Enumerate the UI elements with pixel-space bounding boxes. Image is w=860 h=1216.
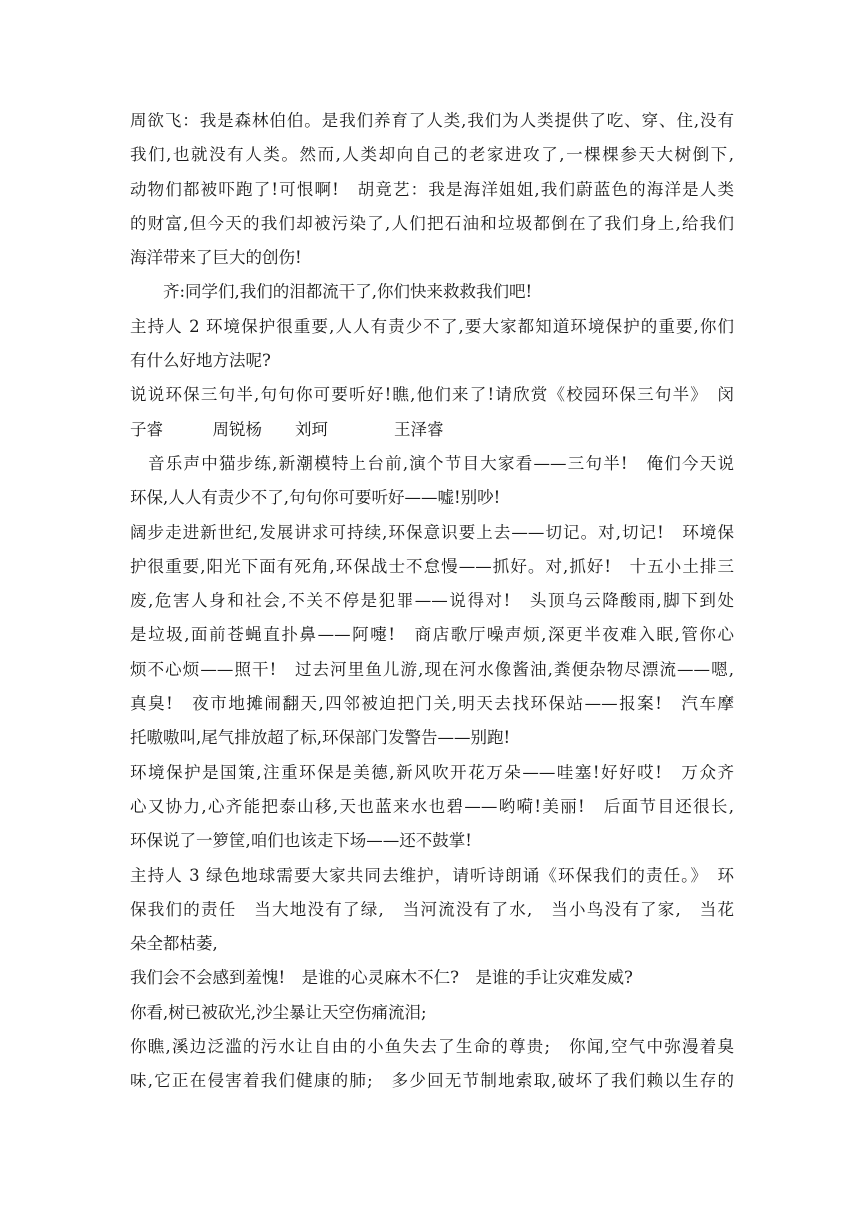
text-line: 朵全都枯萎, <box>130 934 218 954</box>
text-line: 是垃圾,面前苍蝇直扑鼻——阿嚏! 商店歌厅噪声烦,深更半夜难入眠,管你心 <box>130 625 734 645</box>
text-line: 环保,人人有责少不了,句句你可要听好——嘘!别吵! <box>130 488 501 508</box>
text-line: 我们会不会感到羞愧! 是谁的心灵麻木不仁? 是谁的手让灾难发威? <box>130 968 633 988</box>
text-line: 烦不心烦——照干! 过去河里鱼儿游,现在河水像酱油,粪便杂物尽漂流——嗯, <box>130 659 734 679</box>
text-line: 真臭! 夜市地摊闹翻天,四邻被迫把门关,明天去找环保站——报案! 汽车摩 <box>130 694 734 714</box>
document-page <box>130 104 734 1099</box>
text-line: 环保说了一箩筐,咱们也该走下场——还不鼓掌! <box>130 831 472 851</box>
text-line: 废,危害人身和社会,不关不停是犯罪——说得对! 头顶乌云降酸雨,脚下到处 <box>130 591 734 611</box>
text-line: 我们,也就没有人类。然而,人类却向自己的老家进攻了,一棵棵参天大树倒下, <box>130 145 734 165</box>
text-line: 你瞧,溪边泛滥的污水让自由的小鱼失去了生命的尊贵; 你闻,空气中弥漫着臭 <box>130 1037 734 1057</box>
text-line: 齐:同学们,我们的泪都流干了,你们快来救救我们吧! <box>163 282 533 302</box>
text-line: 周欲飞：我是森林伯伯。是我们养育了人类,我们为人类提供了吃、穿、住,没有 <box>130 111 734 130</box>
text-line: 有什么好地方法呢? <box>130 351 271 371</box>
text-line: 阔步走进新世纪,发展讲求可持续,环保意识要上去——切记。对,切记! 环境保 <box>130 522 734 542</box>
text-line: 护很重要,阳光下面有死角,环保战士不怠慢——抓好。对,抓好! 十五小土排三 <box>130 556 734 576</box>
text-line: 你看,树已被砍光,沙尘暴让天空伤痛流泪; <box>130 1002 427 1022</box>
text-line: 海洋带来了巨大的创伤! <box>130 248 302 268</box>
text-line: 味,它正在侵害着我们健康的肺; 多少回无节制地索取,破坏了我们赖以生存的 <box>130 1071 734 1091</box>
text-line: 子睿 周锐杨 刘珂 王泽睿 <box>130 419 444 439</box>
text-line: 保我们的责任 当大地没有了绿, 当河流没有了水, 当小鸟没有了家, 当花 <box>130 899 734 919</box>
text-line: 主持人 3 绿色地球需要大家共同去维护，请听诗朗诵《环保我们的责任。》 环 <box>130 865 734 885</box>
text-line: 心又协力,心齐能把泰山移,天也蓝来水也碧——哟嗬!美丽! 后面节目还很长, <box>130 796 734 816</box>
text-line: 环境保护是国策,注重环保是美德,新风吹开花万朵——哇塞!好好哎! 万众齐 <box>130 762 734 782</box>
text-line: 音乐声中猫步练,新潮模特上台前,演个节目大家看——三句半! 俺们今天说 <box>148 453 734 473</box>
text-line: 动物们都被吓跑了!可恨啊! 胡竟艺：我是海洋姐姐,我们蔚蓝色的海洋是人类 <box>130 179 734 199</box>
text-line: 的财富,但今天的我们却被污染了,人们把石油和垃圾都倒在了我们身上,给我们 <box>130 213 734 233</box>
text-line: 说说环保三句半,句句你可要听好!瞧,他们来了!请欣赏《校园环保三句半》 闵 <box>130 385 734 405</box>
text-line: 主持人 2 环境保护很重要,人人有责少不了,要大家都知道环境保护的重要,你们 <box>130 316 734 336</box>
text-line: 托嗷嗷叫,尾气排放超了标,环保部门发警告——别跑! <box>130 728 511 748</box>
